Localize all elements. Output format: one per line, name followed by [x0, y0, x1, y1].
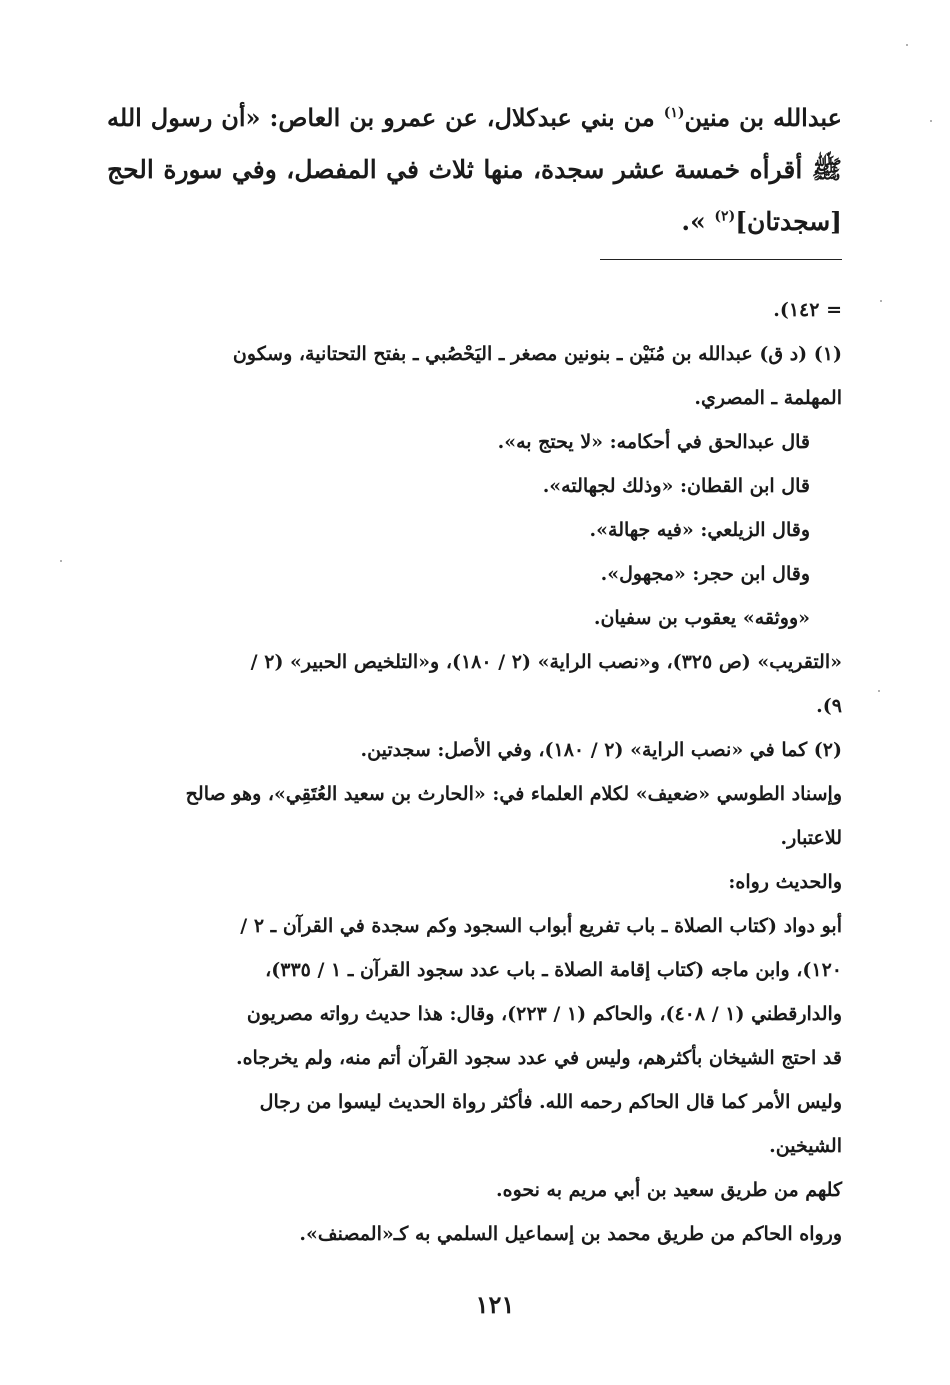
main-line-1-text-b: من بني عبدكلال، عن عمرو بن العاص: «أن رسول الله	[107, 103, 664, 132]
scan-speck	[878, 690, 880, 692]
main-line-3-text-b: ».	[681, 207, 715, 236]
continuation-marker: = ١٤٢).	[773, 299, 842, 321]
footnote-2-line-4: والحديث رواه:	[728, 871, 842, 893]
scan-speck	[906, 44, 908, 46]
footnote-2-line-1: (٢) كما في «نصب الراية» (٢ / ١٨٠)، وفي الأصل: سجدتين.	[360, 739, 842, 761]
footnote-2-line-11: كلهم من طريق سعيد بن أبي مريم به نحوه.	[496, 1179, 842, 1201]
main-line-1	[107, 92, 842, 144]
main-line-3	[107, 196, 842, 248]
scan-speck	[930, 120, 932, 122]
footnote-1-line-7: «ووثقه» يعقوب بن سفيان.	[593, 607, 810, 629]
footnote-1-line-9: ٩).	[816, 695, 842, 717]
footnotes-section	[107, 288, 842, 1256]
footnote-1-line-5: وقال الزيلعي: «فيه جهالة».	[589, 519, 810, 541]
footnote-1-line-3: قال عبدالحق في أحكامه: «لا يحتج به».	[497, 431, 810, 453]
page-number: ١٢١	[475, 1290, 515, 1319]
main-body-text	[107, 92, 842, 248]
footnote-1-line-4: قال ابن القطان: «وذلك لجهالته».	[542, 475, 810, 497]
scan-speck	[880, 300, 882, 302]
scan-speck	[60, 560, 62, 562]
footnote-1-line-6: وقال ابن حجر: «مجهول».	[600, 563, 810, 585]
footnote-ref-2: (٢)	[714, 208, 736, 225]
footnote-2-line-7: والدارقطني (١ / ٤٠٨)، والحاكم (١ / ٢٢٣)، وقال: هذا حديث رواته مصريون	[246, 1003, 842, 1025]
footnote-2-line-5: أبو دواد (كتاب الصلاة ـ باب تفريع أبواب السجود وكم سجدة في القرآن ـ ٢ /	[240, 915, 842, 937]
footnote-separator	[600, 259, 842, 260]
footnote-2-line-6: ١٢٠)، وابن ماجه (كتاب إقامة الصلاة ـ باب عدد سجود القرآن ـ ١ / ٣٣٥)،	[265, 959, 842, 981]
footnote-2-line-3: للاعتبار.	[780, 827, 842, 849]
footnote-2-line-9: وليس الأمر كما قال الحاكم رحمه الله. فأكثر رواة الحديث ليسوا من رجال	[259, 1091, 842, 1113]
footnote-1-line-8: «التقريب» (ص ٣٢٥)، و«نصب الراية» (٢ / ١٨٠)، و«التلخيص الحبير» (٢ /	[250, 651, 842, 673]
main-line-3-text-a: [سجدتان]	[735, 207, 842, 236]
footnote-1-line-2: المهلمة ـ المصري.	[694, 387, 842, 409]
main-line-1-text-a: عبدالله بن منين	[684, 103, 842, 132]
footnote-2-line-10: الشيخين.	[769, 1135, 842, 1157]
footnote-2-line-8: قد احتج الشيخان بأكثرهم، وليس في عدد سجود القرآن أتم منه، ولم يخرجاه.	[235, 1047, 842, 1069]
footnote-ref-1: (١)	[663, 105, 685, 121]
main-line-2: ﷺ أقرأه خمسة عشر سجدة، منها ثلاث في المفصل، وفي سورة الحج	[107, 155, 842, 184]
footnote-2-line-2: وإسناد الطوسي «ضعيف» لكلام العلماء في: «الحارث بن سعيد العُتَقِي»، وهو صالح	[185, 783, 842, 805]
footnote-2-line-12: ورواه الحاكم من طريق محمد بن إسماعيل السلمي به كـ«المصنف».	[299, 1223, 842, 1245]
footnote-1-line-1: (١) (د ق) عبدالله بن مُنَيْن ـ بنونين مصغر ـ اليَحْصُبي ـ بفتح التحتانية، وسكون	[232, 343, 842, 365]
